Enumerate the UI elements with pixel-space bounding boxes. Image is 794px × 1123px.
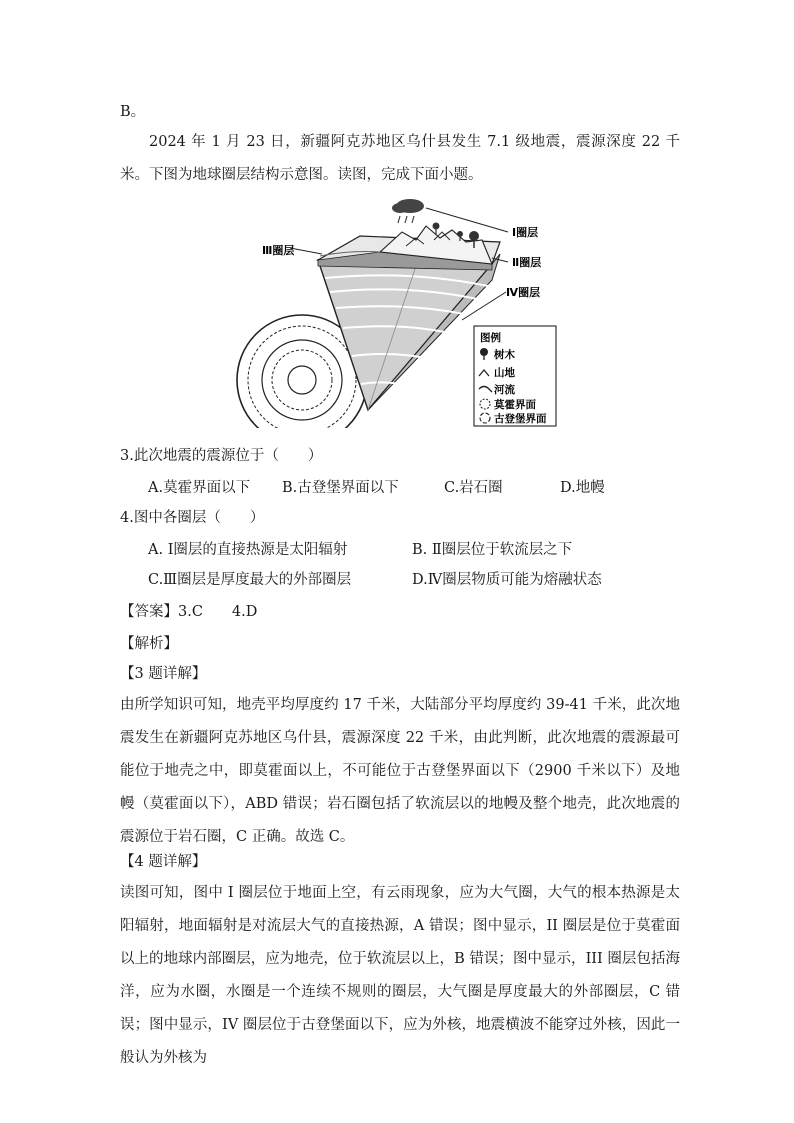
q3-option-d: D.地幔 <box>560 480 605 496</box>
legend-item-mountain: 山地 <box>494 367 515 379</box>
q3-option-c: C.岩石圈 <box>444 480 503 496</box>
legend-item-moho: 莫霍界面 <box>494 399 536 411</box>
legend-title: 图例 <box>480 332 501 344</box>
answer-line: 【答案】3.C 4.D <box>120 604 258 620</box>
earth-sphere-diagram <box>230 196 560 428</box>
detail3-paragraph: 由所学知识可知，地壳平均厚度约 17 千米，大陆部分平均厚度约 39-41 千米，此次地震发生在新疆阿克苏地区乌什县，震源深度 22 千米，由此判断，此次地震的震源最可能位于地壳之中，即莫霍面以上，不可能位于古登堡界面以下（2900 千米以下）及地幔（莫霍面以下），ABD 错误；岩石圈包括了软流层以的地幔及整个地壳，此次地震的震源位于岩石圈，C 正确。故选 C。 <box>120 697 680 845</box>
q4-option-b: B. Ⅱ圈层位于软流层之下 <box>412 542 573 558</box>
legend-box <box>474 326 556 426</box>
detail4-heading: 【4 题详解】 <box>120 854 207 870</box>
q3-stem: 3.此次地震的震源位于（ ） <box>120 448 323 464</box>
label-sphere-4: Ⅳ圈层 <box>506 286 541 299</box>
cloud-rain-icon <box>392 199 424 223</box>
q3-option-b: B.古登堡界面以下 <box>282 480 399 496</box>
legend-item-gutenberg: 古登堡界面 <box>494 413 547 425</box>
legend-item-river: 河流 <box>494 384 515 396</box>
label-sphere-2: Ⅱ圈层 <box>512 256 542 269</box>
legend-item-tree: 树木 <box>494 349 515 361</box>
detail4-paragraph: 读图可知，图中 I 圈层位于地面上空，有云雨现象，应为大气圈，大气的根本热源是太阳辐射，地面辐射是对流层大气的直接热源，A 错误；图中显示，II 圈层是位于莫霍面以上的地球内部圈层，应为地壳，位于软流层以上，B 错误；图中显示，III 圈层包括海洋，应为水圈，水圈是一个连续不规则的圈层，大气圈是厚度最大的外部圈层，C 错误；图中显示，IV 圈层位于古登堡面以下，应为外核，地震横波不能穿过外核，因此一般认为外核为 <box>120 885 680 1066</box>
q3-option-a: A.莫霍界面以下 <box>148 480 251 496</box>
label-sphere-3: Ⅲ圈层 <box>262 244 295 257</box>
label-sphere-1: Ⅰ圈层 <box>512 226 539 239</box>
intro-paragraph: 2024 年 1 月 23 日，新疆阿克苏地区乌什县发生 7.1 级地震，震源深度 22 千米。下图为地球圈层结构示意图。读图，完成下面小题。 <box>120 134 680 183</box>
lead-text: B。 <box>120 104 146 120</box>
q4-option-a: A. Ⅰ圈层的直接热源是太阳辐射 <box>148 542 348 558</box>
analysis-heading: 【解析】 <box>120 636 178 652</box>
detail3-heading: 【3 题详解】 <box>120 666 207 682</box>
q4-stem: 4.图中各圈层（ ） <box>120 510 265 526</box>
q4-option-d: D.Ⅳ圈层物质可能为熔融状态 <box>412 572 602 588</box>
q4-option-c: C.Ⅲ圈层是厚度最大的外部圈层 <box>148 572 352 588</box>
